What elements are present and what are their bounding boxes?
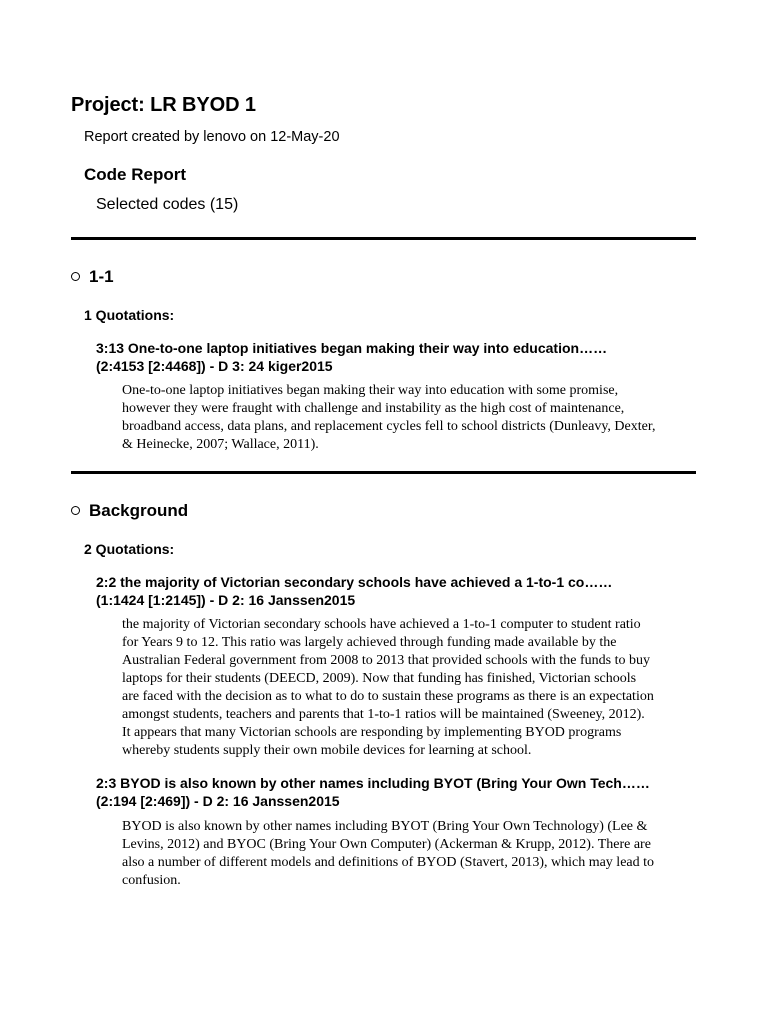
quotation-title <box>96 339 706 375</box>
project-title: Project: LR BYOD 1 <box>71 94 256 116</box>
quotation-text-line: BYOD is also known by other names including BYOT (Bring Your Own Technology) (Lee & <box>122 819 648 834</box>
quotation-reference: (2:194 [2:469]) - D 2: 16 Janssen2015 <box>96 793 340 809</box>
quotation-text-line: amongst students, teachers and parents that 1-to-1 ratios will be maintained (Sweeney, 2012). <box>122 707 645 722</box>
quotation-reference: (2:4153 [2:4468]) - D 3: 24 kiger2015 <box>96 358 333 374</box>
quotation-text-line: confusion. <box>122 873 181 888</box>
code-name: 1-1 <box>89 267 114 286</box>
quotation-text-line: broadband access, data plans, and replacement cycles fell to school districts (Dunleavy, Dexter, <box>122 419 656 434</box>
circle-icon <box>71 272 80 281</box>
quotation-text <box>122 382 702 454</box>
quotation-text-line: laptops for their students (DEECD, 2009). Now that funding has finished, Victorian schools <box>122 671 637 686</box>
selected-codes-count: Selected codes (15) <box>96 196 239 213</box>
code-report-heading: Code Report <box>84 165 186 184</box>
quotation-reference: (1:1424 [1:2145]) - D 2: 16 Janssen2015 <box>96 592 356 608</box>
quotation-text-line: One-to-one laptop initiatives began making their way into education with some promise, <box>122 383 619 398</box>
quotation-count: 1 Quotations: <box>84 307 175 323</box>
circle-icon <box>71 506 80 515</box>
report-created-info: Report created by lenovo on 12-May-20 <box>84 129 340 145</box>
quotation-title <box>96 573 706 609</box>
quotation-text-line: the majority of Victorian secondary schools have achieved a 1-to-1 computer to student ratio <box>122 617 641 632</box>
code-heading-background <box>71 500 188 522</box>
quotation-count: 2 Quotations: <box>84 541 175 557</box>
quotation-text-line: Levins, 2012) and BYOC (Bring Your Own Computer) (Ackerman & Krupp, 2012). There are <box>122 837 651 852</box>
quotation-text-line: & Heinecke, 2007; Wallace, 2011). <box>122 437 319 452</box>
quotation-text-line: however they were fraught with challenge and instability as the high cost of maintenance, <box>122 401 625 416</box>
quotation-title-line: 2:3 BYOD is also known by other names including BYOT (Bring Your Own Tech…… <box>96 775 650 791</box>
quotation-text-line: It appears that many Victorian schools are responding by implementing BYOD programs <box>122 725 622 740</box>
code-name: Background <box>89 501 189 520</box>
quotation-text <box>122 616 702 760</box>
quotation-text-line: are faced with the decision as to what to do to sustain these programs as there is an expectation <box>122 689 654 704</box>
quotation-title <box>96 774 706 810</box>
section-divider <box>71 471 696 474</box>
quotation-text <box>122 818 702 890</box>
code-heading-1-1 <box>71 266 114 288</box>
quotation-title-line: 2:2 the majority of Victorian secondary schools have achieved a 1-to-1 co…… <box>96 574 613 590</box>
quotation-text-line: for Years 9 to 12. This ratio was largely achieved through funding made available by the <box>122 635 617 650</box>
quotation-title-line: 3:13 One-to-one laptop initiatives began making their way into education…… <box>96 340 608 356</box>
quotation-text-line: also a number of different models and definitions of BYOD (Stavert, 2013), which may lead to <box>122 855 655 870</box>
quotation-text-line: whereby students supply their own mobile devices for learning at school. <box>122 743 532 758</box>
quotation-text-line: Australian Federal government from 2008 to 2013 that provided schools with the funds to buy <box>122 653 651 668</box>
section-divider <box>71 237 696 240</box>
